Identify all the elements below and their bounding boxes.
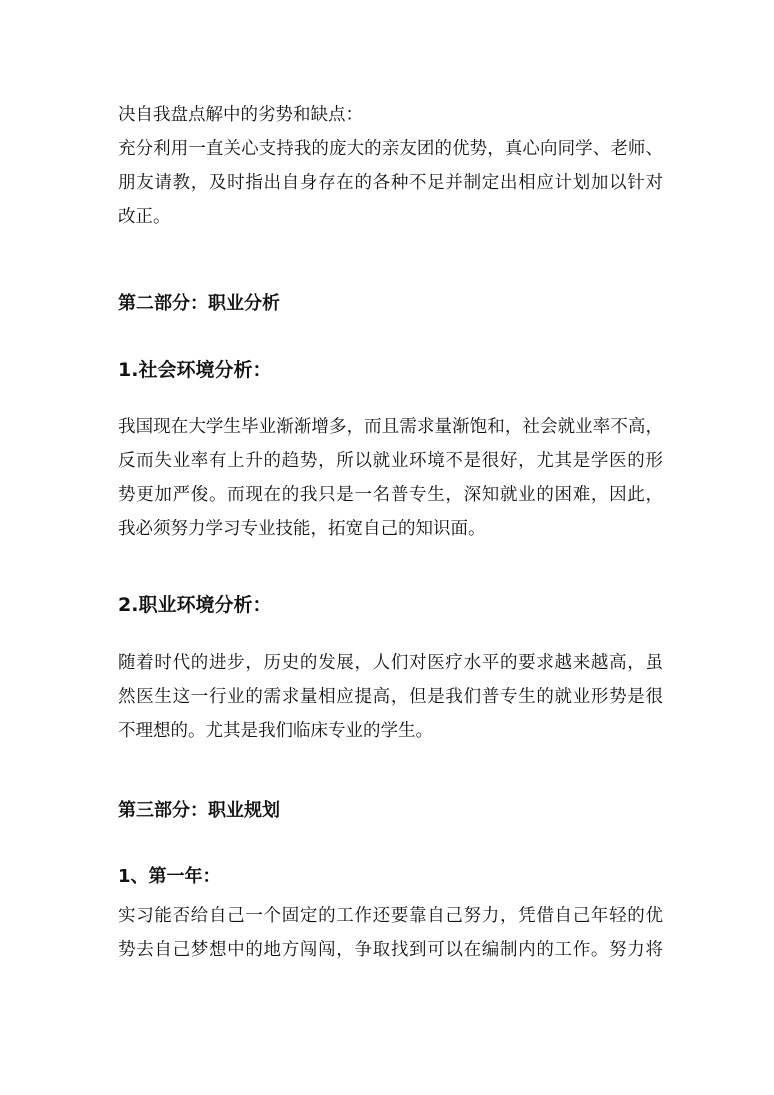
career-paragraph (118, 646, 663, 748)
year1-paragraph (118, 899, 663, 967)
section-heading-part3: 第三部分：职业规划 (118, 800, 280, 821)
section-heading-part2: 第二部分：职业分析 (118, 293, 280, 314)
paragraph-line: 我必须努力学习专业技能，拓宽自己的知识面。 (118, 519, 486, 539)
paragraph-line: 我国现在大学生毕业渐渐增多，而且需求量渐饱和，社会就业率不高， (118, 417, 663, 437)
social-paragraph (118, 410, 663, 546)
paragraph-line: 决自我盘点解中的劣势和缺点： (118, 105, 363, 125)
paragraph-line: 不理想的。尤其是我们临床专业的学生。 (118, 721, 433, 741)
intro-paragraph (118, 98, 663, 234)
subsection-heading-career: 2.职业环境分析： (118, 594, 272, 616)
paragraph-line: 反而失业率有上升的趋势，所以就业环境不是很好，尤其是学医的形 (118, 451, 663, 471)
subsection-heading-social: 1.社会环境分析： (118, 359, 272, 381)
paragraph-line: 然医生这一行业的需求量相应提高，但是我们普专生的就业形势是很 (118, 687, 663, 707)
paragraph-line: 朋友请教，及时指出自身存在的各种不足并制定出相应计划加以针对 (118, 173, 663, 193)
paragraph-line: 势去自己梦想中的地方闯闯，争取找到可以在编制内的工作。努力将 (118, 940, 663, 960)
paragraph-line: 充分利用一直关心支持我的庞大的亲友团的优势，真心向同学、老师、 (118, 139, 663, 159)
paragraph-line: 势更加严俊。而现在的我只是一名普专生，深知就业的困难，因此， (118, 485, 663, 505)
paragraph-line: 改正。 (118, 207, 171, 227)
paragraph-line: 实习能否给自己一个固定的工作还要靠自己努力，凭借自己年轻的优 (118, 906, 663, 926)
paragraph-line: 随着时代的进步，历史的发展，人们对医疗水平的要求越来越高，虽 (118, 653, 663, 673)
subsection-heading-year1: 1、第一年： (118, 866, 221, 887)
